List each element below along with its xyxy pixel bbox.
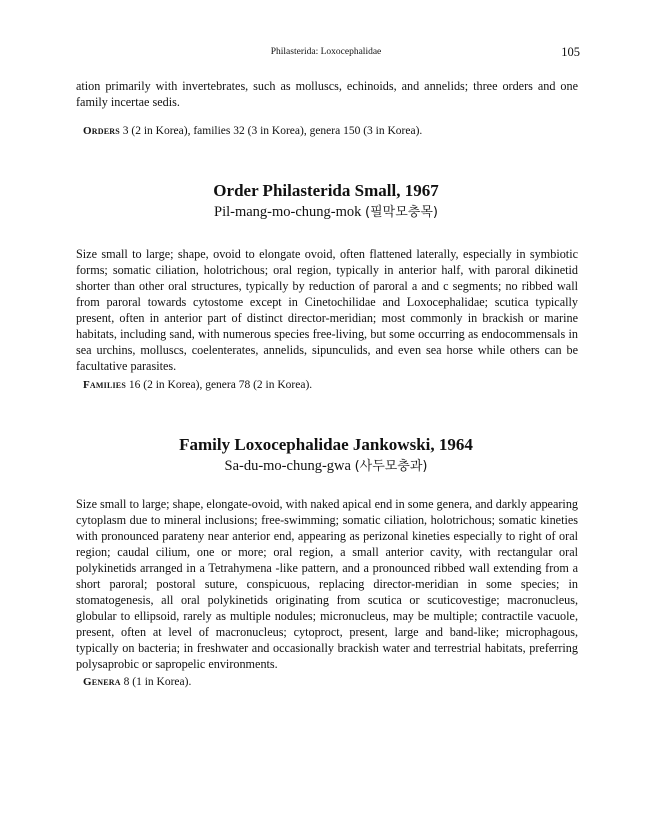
running-header <box>0 46 652 60</box>
genera-label: Genera <box>83 676 121 688</box>
intro-paragraph: ation primarily with invertebrates, such as molluscs, echinoids, and annelids; three orders and one family incertae sedis. <box>76 79 578 109</box>
orders-label: Orders <box>83 125 120 137</box>
family-romanized-name: Sa-du-mo-chung-gwa <box>224 458 351 474</box>
order-subheading <box>0 201 652 221</box>
families-count-line <box>83 379 312 391</box>
order-korean-name: (필막모충목) <box>365 205 438 220</box>
orders-count-line <box>83 125 422 137</box>
families-label: Families <box>83 379 126 391</box>
genera-count-line <box>83 676 191 688</box>
family-heading: Family Loxocephalidae Jankowski, 1964 <box>179 435 473 454</box>
orders-count-text: 3 (2 in Korea), families 32 (3 in Korea), genera 150 (3 in Korea). <box>122 125 423 137</box>
order-romanized-name: Pil-mang-mo-chung-mok <box>214 204 362 220</box>
running-title: Philasterida: Loxocephalidae <box>270 47 382 57</box>
families-count-text: 16 (2 in Korea), genera 78 (2 in Korea). <box>128 379 313 391</box>
order-heading: Order Philasterida Small, 1967 <box>213 181 439 200</box>
order-description: Size small to large; shape, ovoid to elongate ovoid, often flattened laterally, especially in symbiotic forms; somatic ciliation, holotrichous; oral region, typically in anterior half, with paroral dikinetid shorter than other oral structures, typically by reduction of paroral a and c segments; no ribbed wall from paroral towards cytostome except in Cinetochilidae and Loxocephalidae; scutica typically present, often in anterior part of distinct director-meridian; most commonly in brackish or marine habitats, including sand, with numerous species free-living, but some occurring as endocommensals in sea urchins, molluscs, coelenterates, annelids, sipunculids, and even sea horse while others can be facultative parasites. <box>76 247 578 373</box>
family-subheading <box>0 455 652 475</box>
family-korean-name: (사두모충과) <box>354 459 428 474</box>
genera-count-text: 8 (1 in Korea). <box>123 676 192 688</box>
page-number: 105 <box>561 45 580 59</box>
family-description: Size small to large; shape, elongate-ovoid, with naked apical end in some genera, and darkly appearing cytoplasm due to mineral inclusions; free-swimming; somatic ciliation, holotrichous; somatic kineties with pronounced parateny near anterior end, appearing as perizonal kineties especially to right of oral region; caudal cilium, one or more; oral region, a small anterior cavity, with rectangular oral polykinetids arranged in a Tetrahymena -like pattern, and a pronounced ribbed wall extending from a short paroral; postoral suture, conspicuous, replacing director-meridian in some species; in stomatogenesis, all oral polykinetids originating from scutica or scuticovestige; macronucleus, globular to ellipsoid, rarely as multiple nodules; micronucleus, may be multiple; contractile vacuole, present, often at level of macronucleus; cytoproct, present, large and band-like; microphagous, typically on bacteria; in freshwater and occasionally brackish water and terrestrial habitats, preferring polysaprobic or sapropelic environments. <box>76 497 579 671</box>
